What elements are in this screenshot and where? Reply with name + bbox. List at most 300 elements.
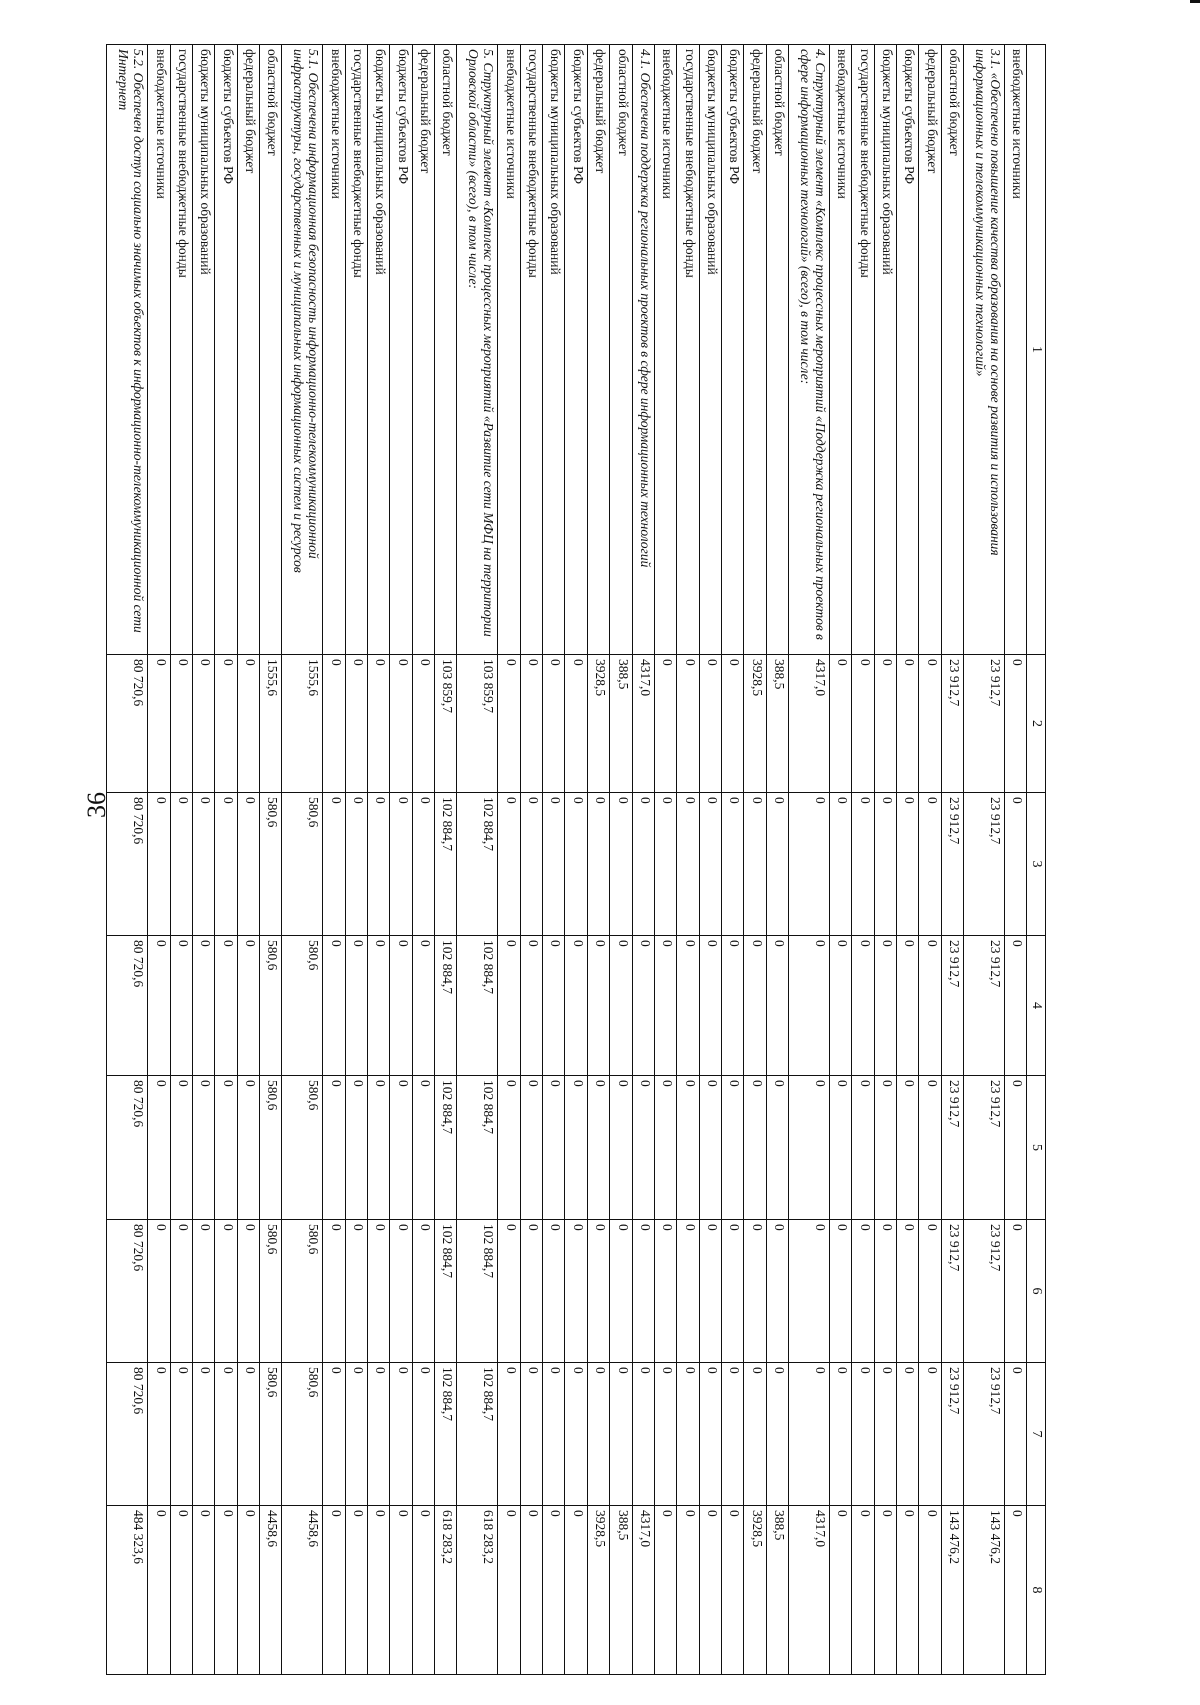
table-cell: 0 — [390, 1220, 412, 1363]
table-cell: 80 720,6 — [107, 655, 148, 793]
table-cell: 3928,5 — [587, 655, 609, 793]
table-cell: 23 912,7 — [963, 936, 1004, 1076]
table-cell: 102 884,7 — [435, 1076, 457, 1220]
row-label: федеральный бюджет — [919, 45, 941, 655]
table-cell: 0 — [1004, 1506, 1026, 1675]
table-cell: 0 — [148, 936, 170, 1076]
table-cell: 580,6 — [260, 1220, 282, 1363]
table-row — [412, 45, 434, 1675]
table-cell: 0 — [896, 793, 918, 936]
row-label: областной бюджет — [435, 45, 457, 655]
column-header: 4 — [1027, 936, 1046, 1076]
row-label: бюджеты субъектов РФ — [215, 45, 237, 655]
table-cell: 0 — [565, 1506, 587, 1675]
table-row — [237, 45, 259, 1675]
row-label: бюджеты субъектов РФ — [896, 45, 918, 655]
table-cell: 0 — [721, 1363, 743, 1506]
table-cell: 0 — [565, 936, 587, 1076]
table-row — [148, 45, 170, 1675]
table-cell: 0 — [829, 793, 851, 936]
table-cell: 0 — [345, 1076, 367, 1220]
table-cell: 0 — [498, 1363, 520, 1506]
table-cell: 388,5 — [610, 1506, 632, 1675]
table-cell: 580,6 — [282, 1220, 323, 1363]
table-cell: 0 — [390, 1363, 412, 1506]
table-cell: 580,6 — [260, 793, 282, 936]
table-cell: 0 — [520, 1506, 542, 1675]
table-cell: 0 — [498, 793, 520, 936]
table-cell: 0 — [520, 1363, 542, 1506]
row-label: областной бюджет — [766, 45, 788, 655]
table-cell: 0 — [215, 655, 237, 793]
table-cell: 0 — [788, 1363, 829, 1506]
table-cell: 0 — [368, 793, 390, 936]
table-cell: 0 — [766, 1076, 788, 1220]
table-cell: 102 884,7 — [435, 793, 457, 936]
table-cell: 0 — [345, 1506, 367, 1675]
table-cell: 0 — [896, 1220, 918, 1363]
table-cell: 0 — [919, 655, 941, 793]
table-row — [896, 45, 918, 1675]
table-cell: 0 — [721, 655, 743, 793]
table-cell: 0 — [788, 1220, 829, 1363]
table-cell: 0 — [1004, 936, 1026, 1076]
table-cell: 0 — [148, 1363, 170, 1506]
table-cell: 80 720,6 — [107, 936, 148, 1076]
table-cell: 0 — [148, 1506, 170, 1675]
table-cell: 0 — [215, 1220, 237, 1363]
table-cell: 23 912,7 — [963, 1220, 1004, 1363]
table-cell: 0 — [390, 1506, 412, 1675]
table-cell: 0 — [788, 793, 829, 936]
table-cell: 0 — [654, 1506, 676, 1675]
table-cell: 0 — [390, 936, 412, 1076]
table-cell: 0 — [543, 1220, 565, 1363]
table-row — [565, 45, 587, 1675]
row-label: 3.1. «Обеспечено повышение качества образования на основе развития и использования информационных и телекоммуникационных технологий» — [963, 45, 1004, 655]
table-row — [699, 45, 721, 1675]
table-cell: 0 — [368, 1506, 390, 1675]
table-cell: 0 — [543, 1363, 565, 1506]
table-cell: 3928,5 — [744, 655, 766, 793]
table-cell: 0 — [677, 655, 699, 793]
table-cell: 0 — [766, 1363, 788, 1506]
table-cell: 0 — [766, 793, 788, 936]
table-cell: 0 — [390, 793, 412, 936]
table-cell: 23 912,7 — [941, 1076, 963, 1220]
row-label: бюджеты субъектов РФ — [565, 45, 587, 655]
scan-corner-mark — [1190, 0, 1200, 3]
table-row — [368, 45, 390, 1675]
table-body — [107, 45, 1027, 1675]
table-cell: 0 — [148, 655, 170, 793]
table-cell: 0 — [699, 655, 721, 793]
table-cell: 0 — [323, 936, 345, 1076]
table-row — [919, 45, 941, 1675]
table-cell: 0 — [896, 655, 918, 793]
table-row — [744, 45, 766, 1675]
table-cell: 102 884,7 — [457, 793, 498, 936]
table-cell: 580,6 — [260, 1076, 282, 1220]
table-cell: 0 — [677, 1076, 699, 1220]
table-cell: 0 — [498, 1220, 520, 1363]
table-cell: 1555,6 — [282, 655, 323, 793]
table-cell: 0 — [919, 1220, 941, 1363]
table-row — [457, 45, 498, 1675]
table-cell: 0 — [368, 936, 390, 1076]
table-cell: 0 — [237, 1506, 259, 1675]
table-cell: 0 — [654, 1076, 676, 1220]
table-cell: 0 — [1004, 793, 1026, 936]
table-cell: 580,6 — [282, 1363, 323, 1506]
table-cell: 102 884,7 — [435, 1363, 457, 1506]
table-cell: 0 — [721, 793, 743, 936]
table-cell: 0 — [520, 936, 542, 1076]
table-cell: 0 — [323, 1506, 345, 1675]
table-cell: 0 — [632, 1220, 654, 1363]
table-cell: 0 — [919, 936, 941, 1076]
table-cell: 0 — [632, 1076, 654, 1220]
table-row — [107, 45, 148, 1675]
table-cell: 0 — [565, 655, 587, 793]
table-cell: 0 — [565, 793, 587, 936]
row-label: областной бюджет — [941, 45, 963, 655]
row-label: внебюджетные источники — [323, 45, 345, 655]
table-cell: 0 — [829, 1220, 851, 1363]
table-cell: 388,5 — [766, 1506, 788, 1675]
table-cell: 0 — [829, 1506, 851, 1675]
table-cell: 102 884,7 — [457, 1220, 498, 1363]
table-cell: 80 720,6 — [107, 1363, 148, 1506]
row-label: внебюджетные источники — [498, 45, 520, 655]
table-cell: 0 — [148, 793, 170, 936]
table-cell: 4317,0 — [788, 1506, 829, 1675]
table-cell: 0 — [874, 1220, 896, 1363]
table-cell: 0 — [610, 1220, 632, 1363]
table-cell: 0 — [520, 655, 542, 793]
table-cell: 23 912,7 — [963, 1076, 1004, 1220]
table-cell: 4317,0 — [632, 655, 654, 793]
table-cell: 0 — [323, 655, 345, 793]
table-row — [587, 45, 609, 1675]
table-cell: 0 — [193, 936, 215, 1076]
table-cell: 0 — [896, 936, 918, 1076]
table-cell: 0 — [654, 655, 676, 793]
table-cell: 4458,6 — [282, 1506, 323, 1675]
row-label: бюджеты муниципальных образований — [368, 45, 390, 655]
table-row — [215, 45, 237, 1675]
row-label: федеральный бюджет — [412, 45, 434, 655]
table-cell: 0 — [874, 793, 896, 936]
table-cell: 0 — [390, 655, 412, 793]
table-cell: 0 — [699, 793, 721, 936]
table-cell: 0 — [170, 936, 192, 1076]
table-cell: 0 — [412, 1506, 434, 1675]
table-cell: 0 — [368, 1363, 390, 1506]
table-cell: 0 — [919, 1363, 941, 1506]
table-cell: 0 — [215, 936, 237, 1076]
table-cell: 80 720,6 — [107, 793, 148, 936]
table-cell: 0 — [345, 936, 367, 1076]
table-cell: 102 884,7 — [457, 936, 498, 1076]
table-cell: 0 — [412, 1220, 434, 1363]
table-cell: 0 — [677, 1506, 699, 1675]
page-number: 36 — [82, 792, 111, 818]
table-cell: 0 — [237, 655, 259, 793]
table-cell: 618 283,2 — [457, 1506, 498, 1675]
table-cell: 0 — [744, 1220, 766, 1363]
table-cell: 0 — [677, 1220, 699, 1363]
table-row — [543, 45, 565, 1675]
table-cell: 0 — [587, 1076, 609, 1220]
table-cell: 0 — [565, 1220, 587, 1363]
rotated-table-container — [106, 44, 1046, 1674]
table-cell: 103 859,7 — [457, 655, 498, 793]
table-cell: 0 — [345, 1220, 367, 1363]
table-cell: 0 — [170, 1076, 192, 1220]
table-cell: 0 — [148, 1220, 170, 1363]
column-header: 5 — [1027, 1076, 1046, 1220]
table-row — [654, 45, 676, 1675]
row-label: внебюджетные источники — [148, 45, 170, 655]
table-cell: 0 — [543, 793, 565, 936]
table-cell: 23 912,7 — [941, 1220, 963, 1363]
table-cell: 0 — [193, 1220, 215, 1363]
table-row — [632, 45, 654, 1675]
table-cell: 103 859,7 — [435, 655, 457, 793]
table-cell: 0 — [543, 1506, 565, 1675]
table-cell: 0 — [345, 1363, 367, 1506]
table-cell: 0 — [610, 1076, 632, 1220]
table-row — [170, 45, 192, 1675]
table-cell: 4317,0 — [788, 655, 829, 793]
table-row — [345, 45, 367, 1675]
table-cell: 0 — [215, 1506, 237, 1675]
table-cell: 0 — [632, 936, 654, 1076]
table-row — [721, 45, 743, 1675]
table-cell: 0 — [323, 793, 345, 936]
table-row — [963, 45, 1004, 1675]
table-cell: 0 — [412, 936, 434, 1076]
table-cell: 23 912,7 — [941, 655, 963, 793]
budget-table — [106, 44, 1046, 1675]
table-cell: 0 — [788, 936, 829, 1076]
table-cell: 0 — [148, 1076, 170, 1220]
table-cell: 0 — [829, 1076, 851, 1220]
table-cell: 0 — [744, 936, 766, 1076]
table-cell: 4458,6 — [260, 1506, 282, 1675]
table-cell: 80 720,6 — [107, 1076, 148, 1220]
table-cell: 0 — [543, 1076, 565, 1220]
row-label: государственные внебюджетные фонды — [852, 45, 874, 655]
table-cell: 0 — [170, 655, 192, 793]
table-cell: 0 — [677, 936, 699, 1076]
table-cell: 0 — [744, 1363, 766, 1506]
row-label: федеральный бюджет — [587, 45, 609, 655]
table-cell: 0 — [677, 1363, 699, 1506]
table-row — [498, 45, 520, 1675]
table-cell: 0 — [699, 936, 721, 1076]
table-cell: 102 884,7 — [457, 1363, 498, 1506]
table-cell: 0 — [170, 1220, 192, 1363]
table-cell: 0 — [390, 1076, 412, 1220]
table-cell: 580,6 — [260, 936, 282, 1076]
table-row — [610, 45, 632, 1675]
table-cell: 618 283,2 — [435, 1506, 457, 1675]
table-row — [520, 45, 542, 1675]
table-cell: 0 — [498, 655, 520, 793]
table-row — [852, 45, 874, 1675]
row-label: внебюджетные источники — [654, 45, 676, 655]
table-cell: 0 — [237, 1076, 259, 1220]
row-label: бюджеты субъектов РФ — [390, 45, 412, 655]
table-row — [260, 45, 282, 1675]
table-cell: 0 — [1004, 1220, 1026, 1363]
table-cell: 0 — [610, 936, 632, 1076]
table-cell: 580,6 — [282, 936, 323, 1076]
table-cell: 80 720,6 — [107, 1220, 148, 1363]
table-cell: 0 — [874, 936, 896, 1076]
table-cell: 388,5 — [766, 655, 788, 793]
table-cell: 0 — [896, 1363, 918, 1506]
row-label: государственные внебюджетные фонды — [677, 45, 699, 655]
table-cell: 0 — [632, 793, 654, 936]
table-cell: 0 — [874, 1363, 896, 1506]
table-cell: 0 — [874, 655, 896, 793]
table-cell: 3928,5 — [587, 1506, 609, 1675]
table-cell: 0 — [610, 793, 632, 936]
table-cell: 0 — [193, 1506, 215, 1675]
table-row — [766, 45, 788, 1675]
table-cell: 0 — [237, 793, 259, 936]
table-cell: 0 — [788, 1076, 829, 1220]
row-label: областной бюджет — [260, 45, 282, 655]
table-cell: 23 912,7 — [963, 793, 1004, 936]
table-cell: 0 — [498, 1076, 520, 1220]
table-cell: 0 — [1004, 655, 1026, 793]
table-cell: 0 — [215, 1363, 237, 1506]
table-cell: 0 — [587, 1220, 609, 1363]
table-row — [390, 45, 412, 1675]
table-cell: 0 — [610, 1363, 632, 1506]
table-row — [435, 45, 457, 1675]
table-cell: 0 — [829, 936, 851, 1076]
table-cell: 0 — [766, 1220, 788, 1363]
table-cell: 0 — [852, 655, 874, 793]
table-cell: 0 — [654, 1220, 676, 1363]
table-cell: 484 323,6 — [107, 1506, 148, 1675]
table-cell: 0 — [412, 1363, 434, 1506]
table-cell: 0 — [215, 1076, 237, 1220]
table-cell: 0 — [323, 1363, 345, 1506]
row-label: 5. Структурный элемент «Комплекс процессных мероприятий «Развитие сети МФЦ на территории Орловской области» (всего), в том числе: — [457, 45, 498, 655]
table-cell: 0 — [498, 936, 520, 1076]
table-cell: 0 — [170, 1363, 192, 1506]
table-row — [874, 45, 896, 1675]
table-row — [941, 45, 963, 1675]
table-cell: 23 912,7 — [941, 936, 963, 1076]
table-cell: 0 — [699, 1506, 721, 1675]
row-label: бюджеты субъектов РФ — [721, 45, 743, 655]
row-label: бюджеты муниципальных образований — [874, 45, 896, 655]
table-cell: 0 — [744, 793, 766, 936]
table-cell: 0 — [237, 1363, 259, 1506]
column-header: 7 — [1027, 1363, 1046, 1506]
table-cell: 0 — [193, 655, 215, 793]
table-cell: 0 — [852, 1363, 874, 1506]
table-cell: 102 884,7 — [457, 1076, 498, 1220]
table-row — [1004, 45, 1026, 1675]
table-cell: 0 — [587, 1363, 609, 1506]
table-header-row — [1027, 45, 1046, 1675]
table-cell: 0 — [412, 1076, 434, 1220]
column-header: 3 — [1027, 793, 1046, 936]
table-cell: 0 — [193, 1076, 215, 1220]
table-cell: 0 — [896, 1506, 918, 1675]
table-cell: 23 912,7 — [963, 655, 1004, 793]
row-label: государственные внебюджетные фонды — [520, 45, 542, 655]
table-cell: 0 — [766, 936, 788, 1076]
table-cell: 0 — [919, 1506, 941, 1675]
row-label: 4.1. Обеспечена поддержка региональных проектов в сфере информационных технологий — [632, 45, 654, 655]
table-cell: 0 — [874, 1076, 896, 1220]
table-row — [323, 45, 345, 1675]
table-cell: 0 — [520, 793, 542, 936]
table-cell: 0 — [368, 1076, 390, 1220]
table-cell: 0 — [587, 936, 609, 1076]
table-row — [677, 45, 699, 1675]
table-cell: 0 — [193, 1363, 215, 1506]
table-cell: 0 — [237, 936, 259, 1076]
table-cell: 23 912,7 — [963, 1363, 1004, 1506]
row-label: государственные внебюджетные фонды — [345, 45, 367, 655]
table-cell: 0 — [215, 793, 237, 936]
table-cell: 0 — [699, 1076, 721, 1220]
table-cell: 0 — [587, 793, 609, 936]
column-header: 6 — [1027, 1220, 1046, 1363]
table-cell: 143 476,2 — [963, 1506, 1004, 1675]
table-cell: 0 — [744, 1076, 766, 1220]
table-cell: 0 — [323, 1076, 345, 1220]
row-label: областной бюджет — [610, 45, 632, 655]
table-cell: 0 — [699, 1220, 721, 1363]
table-row — [788, 45, 829, 1675]
table-cell: 102 884,7 — [435, 936, 457, 1076]
table-cell: 0 — [345, 793, 367, 936]
table-cell: 0 — [565, 1076, 587, 1220]
table-cell: 0 — [565, 1363, 587, 1506]
table-cell: 23 912,7 — [941, 793, 963, 936]
table-cell: 0 — [193, 793, 215, 936]
table-cell: 388,5 — [610, 655, 632, 793]
table-cell: 0 — [654, 793, 676, 936]
table-cell: 0 — [1004, 1363, 1026, 1506]
table-cell: 0 — [852, 1506, 874, 1675]
table-cell: 0 — [852, 793, 874, 936]
table-cell: 0 — [852, 1220, 874, 1363]
table-cell: 0 — [412, 655, 434, 793]
table-cell: 580,6 — [260, 1363, 282, 1506]
table-cell: 0 — [1004, 1076, 1026, 1220]
table-cell: 0 — [852, 936, 874, 1076]
row-label: бюджеты муниципальных образований — [543, 45, 565, 655]
table-cell: 0 — [721, 1506, 743, 1675]
table-cell: 0 — [699, 1363, 721, 1506]
column-header: 2 — [1027, 655, 1046, 793]
table-cell: 1555,6 — [260, 655, 282, 793]
table-cell: 0 — [345, 655, 367, 793]
row-label: 4. Структурный элемент «Комплекс процессных мероприятий «Поддержка региональных проектов в сфере информационных технологий» (всего), в том числе: — [788, 45, 829, 655]
